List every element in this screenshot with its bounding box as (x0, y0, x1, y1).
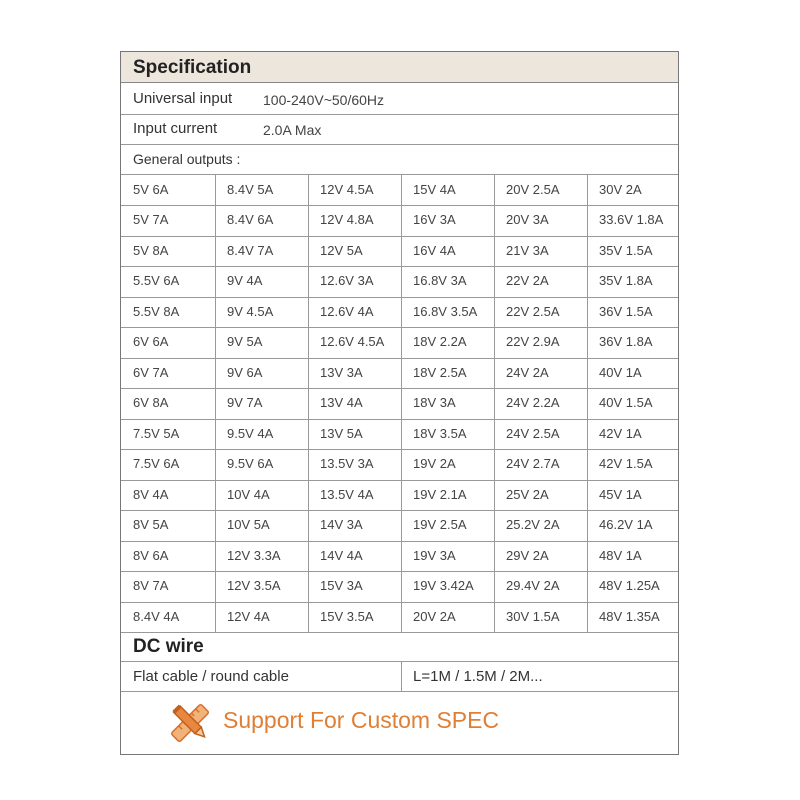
divider (121, 419, 678, 420)
output-cell: 13.5V 3A (320, 456, 374, 471)
output-cell: 12.6V 4.5A (320, 334, 385, 349)
input-current-label: Input current (133, 120, 218, 137)
dc-wire-title: DC wire (133, 636, 204, 657)
divider (121, 266, 678, 267)
output-cell: 16V 3A (413, 212, 456, 227)
universal-input-row (121, 84, 678, 114)
output-cell: 21V 3A (506, 243, 549, 258)
output-cell: 12.6V 3A (320, 273, 374, 288)
output-cell: 9.5V 6A (227, 456, 274, 471)
output-cell: 9.5V 4A (227, 426, 274, 441)
universal-input-label: Universal input (133, 90, 233, 107)
output-cell: 6V 7A (133, 365, 169, 380)
specification-title: Specification (133, 57, 252, 78)
output-cell: 14V 3A (320, 517, 363, 532)
output-cell: 12V 3.3A (227, 548, 281, 563)
specification-header (121, 52, 678, 83)
output-cell: 29V 2A (506, 548, 549, 563)
output-cell: 12V 4.8A (320, 212, 374, 227)
output-cell: 8V 4A (133, 487, 169, 502)
output-cell: 30V 2A (599, 182, 642, 197)
outputs-grid (121, 175, 678, 632)
output-cell: 12V 5A (320, 243, 363, 258)
output-cell: 30V 1.5A (506, 609, 560, 624)
divider (587, 175, 588, 632)
cable-lengths: L=1M / 1.5M / 2M... (413, 668, 543, 685)
output-cell: 29.4V 2A (506, 578, 560, 593)
output-cell: 19V 3A (413, 548, 456, 563)
output-cell: 46.2V 1A (599, 517, 653, 532)
universal-input-value: 100-240V~50/60Hz (263, 92, 385, 108)
input-current-row (121, 115, 678, 144)
output-cell: 25.2V 2A (506, 517, 560, 532)
cable-types: Flat cable / round cable (133, 668, 289, 685)
output-cell: 20V 2.5A (506, 182, 560, 197)
output-cell: 8.4V 6A (227, 212, 274, 227)
divider (308, 175, 309, 632)
output-cell: 40V 1.5A (599, 395, 653, 410)
output-cell: 33.6V 1.8A (599, 212, 664, 227)
output-cell: 22V 2.5A (506, 304, 560, 319)
specification-sheet (120, 51, 679, 755)
output-cell: 9V 4.5A (227, 304, 274, 319)
output-cell: 19V 2.5A (413, 517, 467, 532)
output-cell: 13V 4A (320, 395, 363, 410)
output-cell: 8.4V 4A (133, 609, 180, 624)
output-cell: 9V 4A (227, 273, 263, 288)
output-cell: 6V 8A (133, 395, 169, 410)
general-outputs-label: General outputs : (133, 151, 241, 167)
input-current-value: 2.0A Max (263, 122, 322, 138)
output-cell: 9V 6A (227, 365, 263, 380)
output-cell: 18V 2.5A (413, 365, 467, 380)
divider (121, 510, 678, 511)
output-cell: 36V 1.5A (599, 304, 653, 319)
divider (121, 602, 678, 603)
output-cell: 18V 2.2A (413, 334, 467, 349)
output-cell: 18V 3A (413, 395, 456, 410)
output-cell: 8V 6A (133, 548, 169, 563)
output-cell: 19V 3.42A (413, 578, 474, 593)
divider (215, 175, 216, 632)
output-cell: 13V 3A (320, 365, 363, 380)
output-cell: 40V 1A (599, 365, 642, 380)
output-cell: 22V 2A (506, 273, 549, 288)
output-cell: 42V 1A (599, 426, 642, 441)
output-cell: 48V 1A (599, 548, 642, 563)
output-cell: 15V 4A (413, 182, 456, 197)
divider (121, 297, 678, 298)
output-cell: 16.8V 3A (413, 273, 467, 288)
divider (121, 358, 678, 359)
output-cell: 9V 5A (227, 334, 263, 349)
output-cell: 48V 1.25A (599, 578, 660, 593)
output-cell: 35V 1.5A (599, 243, 653, 258)
output-cell: 10V 5A (227, 517, 270, 532)
output-cell: 12V 3.5A (227, 578, 281, 593)
output-cell: 8V 7A (133, 578, 169, 593)
output-cell: 24V 2.2A (506, 395, 560, 410)
output-cell: 15V 3A (320, 578, 363, 593)
output-cell: 15V 3.5A (320, 609, 374, 624)
custom-spec-text: Support For Custom SPEC (223, 707, 500, 733)
output-cell: 14V 4A (320, 548, 363, 563)
pencil-ruler-icon (167, 700, 213, 746)
dc-wire-row (121, 662, 678, 691)
output-cell: 5V 8A (133, 243, 169, 258)
custom-spec-banner (121, 692, 678, 754)
output-cell: 35V 1.8A (599, 273, 653, 288)
output-cell: 16.8V 3.5A (413, 304, 478, 319)
output-cell: 12V 4.5A (320, 182, 374, 197)
divider (121, 571, 678, 572)
divider (121, 388, 678, 389)
divider (401, 175, 402, 632)
output-cell: 16V 4A (413, 243, 456, 258)
output-cell: 24V 2A (506, 365, 549, 380)
output-cell: 20V 3A (506, 212, 549, 227)
output-cell: 45V 1A (599, 487, 642, 502)
output-cell: 22V 2.9A (506, 334, 560, 349)
output-cell: 9V 7A (227, 395, 263, 410)
output-cell: 13V 5A (320, 426, 363, 441)
output-cell: 20V 2A (413, 609, 456, 624)
output-cell: 25V 2A (506, 487, 549, 502)
output-cell: 8V 5A (133, 517, 169, 532)
output-cell: 19V 2.1A (413, 487, 467, 502)
output-cell: 5V 6A (133, 182, 169, 197)
output-cell: 7.5V 6A (133, 456, 180, 471)
output-cell: 19V 2A (413, 456, 456, 471)
divider (121, 327, 678, 328)
output-cell: 8.4V 5A (227, 182, 274, 197)
output-cell: 24V 2.5A (506, 426, 560, 441)
divider (121, 236, 678, 237)
output-cell: 36V 1.8A (599, 334, 653, 349)
output-cell: 24V 2.7A (506, 456, 560, 471)
output-cell: 18V 3.5A (413, 426, 467, 441)
output-cell: 10V 4A (227, 487, 270, 502)
output-cell: 12V 4A (227, 609, 270, 624)
output-cell: 5.5V 8A (133, 304, 180, 319)
divider (121, 541, 678, 542)
general-outputs-row (121, 145, 678, 174)
output-cell: 42V 1.5A (599, 456, 653, 471)
divider (121, 449, 678, 450)
dc-wire-header (121, 633, 678, 661)
output-cell: 48V 1.35A (599, 609, 660, 624)
output-cell: 5.5V 6A (133, 273, 180, 288)
divider (401, 662, 402, 691)
divider (121, 480, 678, 481)
output-cell: 7.5V 5A (133, 426, 180, 441)
output-cell: 5V 7A (133, 212, 169, 227)
output-cell: 13.5V 4A (320, 487, 374, 502)
divider (494, 175, 495, 632)
output-cell: 12.6V 4A (320, 304, 374, 319)
output-cell: 6V 6A (133, 334, 169, 349)
output-cell: 8.4V 7A (227, 243, 274, 258)
divider (121, 205, 678, 206)
